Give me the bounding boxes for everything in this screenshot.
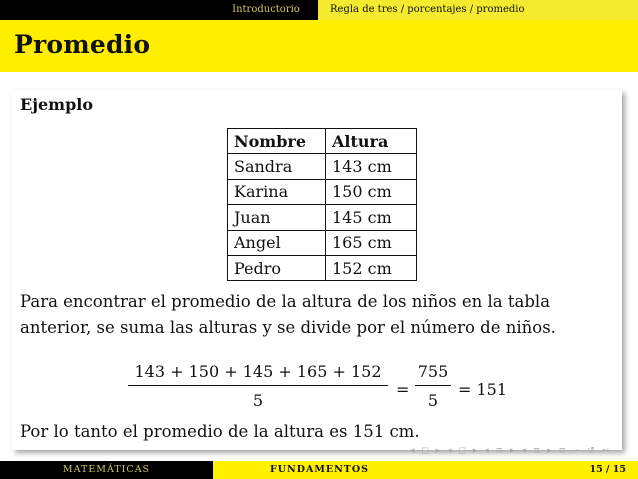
total-numerator: 755 xyxy=(417,362,449,381)
total-denominator: 5 xyxy=(427,391,439,410)
cell-height: 150 cm xyxy=(326,179,417,204)
table-row xyxy=(228,179,417,204)
fraction-bar xyxy=(128,385,388,386)
block-title: Ejemplo xyxy=(20,95,94,114)
sum-numerator: 143 + 150 + 145 + 165 + 152 xyxy=(134,362,382,381)
explanation-line-2: anterior, se suma las alturas y se divide por el número de niños. xyxy=(20,318,556,337)
cell-height: 143 cm xyxy=(326,154,417,179)
conclusion-text: Por lo tanto el promedio de la altura es 151 cm. xyxy=(20,422,420,441)
section-navigation-bar xyxy=(0,0,638,20)
cell-height: 165 cm xyxy=(326,230,417,255)
nav-section-introductorio[interactable]: Introductorio xyxy=(232,4,300,15)
cell-name: Sandra xyxy=(228,154,326,179)
cell-name: Pedro xyxy=(228,255,326,280)
footer-page-number: 15 / 15 xyxy=(426,461,638,479)
footer-bar xyxy=(0,461,638,479)
equals-sign: = xyxy=(396,380,410,399)
cell-height: 152 cm xyxy=(326,255,417,280)
cell-name: Karina xyxy=(228,179,326,204)
navigation-symbols[interactable]: ◂ ◻ ▸ ◂ ◻ ▸ ◂ ≡ ▸ ◂ ≡ ▸ ≡ ∽ ↺ ∾ xyxy=(410,446,612,456)
cell-name: Angel xyxy=(228,230,326,255)
fraction-bar xyxy=(415,385,451,386)
frame-title: Promedio xyxy=(14,30,151,59)
frame-title-bar xyxy=(0,20,638,72)
column-header-altura: Altura xyxy=(326,129,417,154)
explanation-line-1: Para encontrar el promedio de la altura de los niños en la tabla xyxy=(20,292,551,311)
table-row xyxy=(228,205,417,230)
cell-name: Juan xyxy=(228,205,326,230)
nav-section-regla-de-tres[interactable]: Regla de tres / porcentajes / promedio xyxy=(318,0,638,20)
total-fraction xyxy=(415,362,451,410)
equation-result: = 151 xyxy=(458,380,508,399)
cell-height: 145 cm xyxy=(326,205,417,230)
column-header-nombre: Nombre xyxy=(228,129,326,154)
table-header-row xyxy=(228,129,417,154)
heights-table xyxy=(227,128,417,281)
sum-fraction xyxy=(128,362,388,410)
table-row xyxy=(228,154,417,179)
table-row xyxy=(228,230,417,255)
footer-title: FUNDAMENTOS xyxy=(213,461,426,479)
sum-denominator: 5 xyxy=(252,391,264,410)
footer-author: MATEMÁTICAS xyxy=(0,461,213,479)
table-row xyxy=(228,255,417,280)
